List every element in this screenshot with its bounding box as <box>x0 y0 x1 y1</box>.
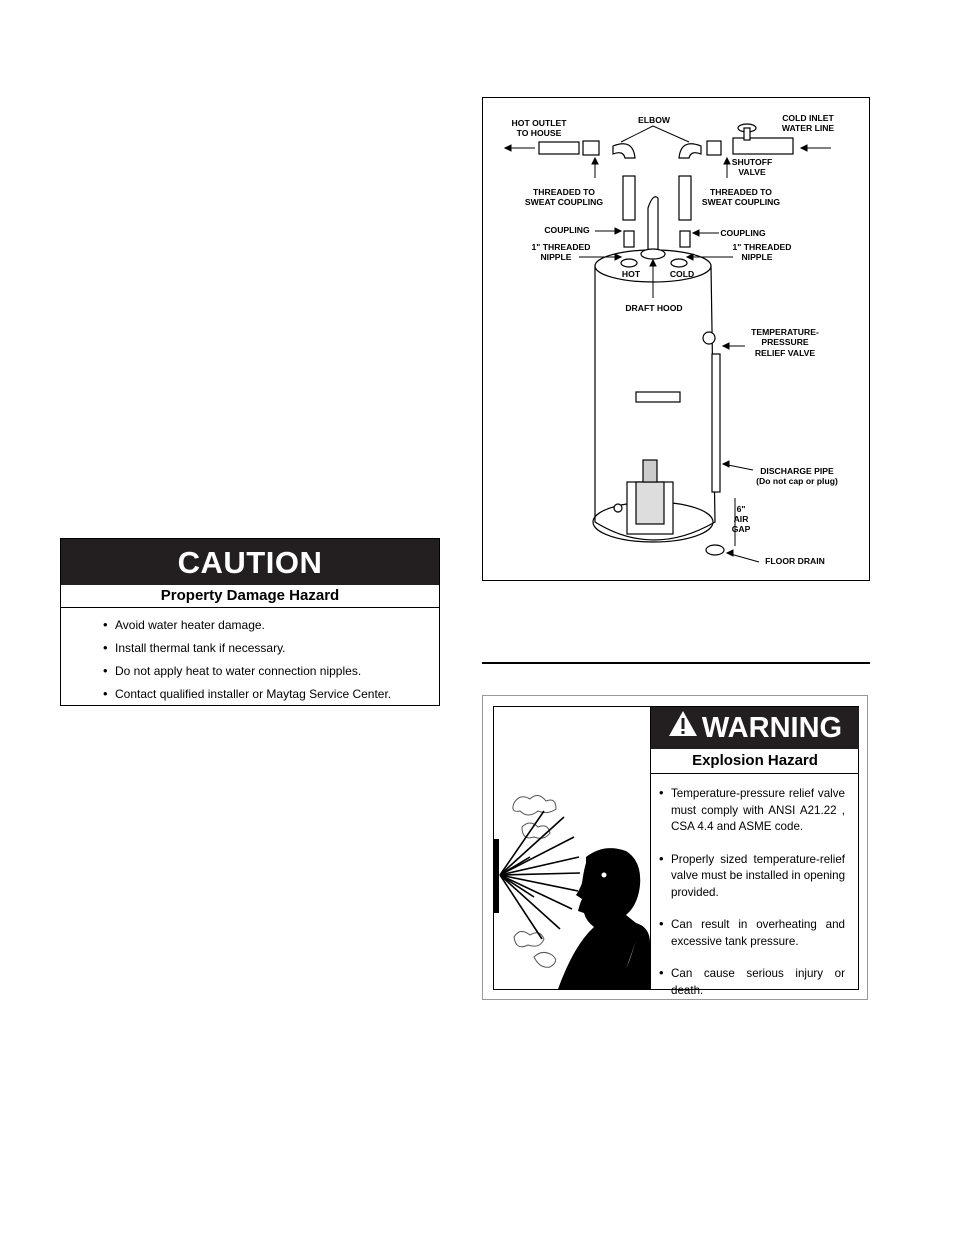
label-cold-inlet: COLD INLET <box>782 113 834 123</box>
svg-text:RELIEF VALVE: RELIEF VALVE <box>754 348 816 358</box>
warning-item: • Can result in overheating and excessive tank pressure. <box>671 917 845 950</box>
caution-subtitle: Property Damage Hazard <box>61 585 439 608</box>
label-coupling-right: COUPLING <box>720 228 766 238</box>
label-coupling-left: COUPLING <box>544 225 590 235</box>
caution-item: • Do not apply heat to water connection nipples. <box>103 660 439 683</box>
label-discharge-pipe: DISCHARGE PIPE <box>760 466 834 476</box>
label-shutoff-valve: SHUTOFF <box>731 157 773 167</box>
label-cold: COLD <box>669 269 695 279</box>
label-floor-drain: FLOOR DRAIN <box>765 556 825 566</box>
label-threaded-left: THREADED TO <box>533 187 595 197</box>
svg-text:TO HOUSE: TO HOUSE <box>516 128 562 138</box>
warning-header <box>651 707 859 749</box>
warning-list <box>651 774 859 999</box>
warning-box <box>482 695 868 1000</box>
label-air-gap: 6" <box>736 504 746 514</box>
caution-item: • Avoid water heater damage. <box>103 614 439 637</box>
label-hot-outlet: HOT OUTLET <box>511 118 567 128</box>
label-tp-valve: TEMPERATURE- <box>751 327 819 337</box>
water-heater-tank <box>593 250 715 542</box>
label-nipple-right: 1" THREADED <box>732 242 792 252</box>
warning-subtitle: Explosion Hazard <box>651 749 859 774</box>
svg-text:SWEAT COUPLING: SWEAT COUPLING <box>524 197 604 207</box>
blast-rays <box>500 811 580 939</box>
installation-diagram <box>482 97 870 581</box>
svg-text:(Do not cap or plug): (Do not cap or plug) <box>756 476 838 486</box>
section-divider <box>482 662 870 664</box>
svg-text:PRESSURE: PRESSURE <box>761 337 809 347</box>
caution-item: • Install thermal tank if necessary. <box>103 637 439 660</box>
person-silhouette <box>558 848 650 989</box>
explosion-pictogram <box>494 707 650 989</box>
svg-text:WATER LINE: WATER LINE <box>781 123 835 133</box>
svg-text:AIR: AIR <box>733 514 749 524</box>
caution-title: CAUTION <box>61 539 439 585</box>
warning-item: • Properly sized temperature-relief valve must be installed in opening provided. <box>671 852 845 902</box>
label-elbow: ELBOW <box>638 115 670 125</box>
svg-text:GAP: GAP <box>731 524 751 534</box>
warning-item: • Can cause serious injury or death. <box>671 966 845 999</box>
caution-list <box>61 608 439 706</box>
svg-text:NIPPLE: NIPPLE <box>540 252 572 262</box>
svg-text:NIPPLE: NIPPLE <box>741 252 773 262</box>
label-hot: HOT <box>621 269 641 279</box>
caution-box <box>60 538 440 706</box>
label-draft-hood: DRAFT HOOD <box>625 303 683 313</box>
caution-item: • Contact qualified installer or Maytag Service Center. <box>103 683 439 706</box>
svg-text:SWEAT COUPLING: SWEAT COUPLING <box>701 197 781 207</box>
warning-triangle-icon <box>668 706 698 750</box>
label-nipple-left: 1" THREADED <box>531 242 591 252</box>
svg-text:VALVE: VALVE <box>738 167 766 177</box>
water-heater-diagram-svg <box>483 98 871 582</box>
label-threaded-right: THREADED TO <box>710 187 772 197</box>
warning-item: • Temperature-pressure relief valve must comply with ANSI A21.22 , CSA 4.4 and ASME code. <box>671 786 845 836</box>
warning-text-panel <box>650 707 859 997</box>
warning-title: WARNING <box>701 712 843 744</box>
